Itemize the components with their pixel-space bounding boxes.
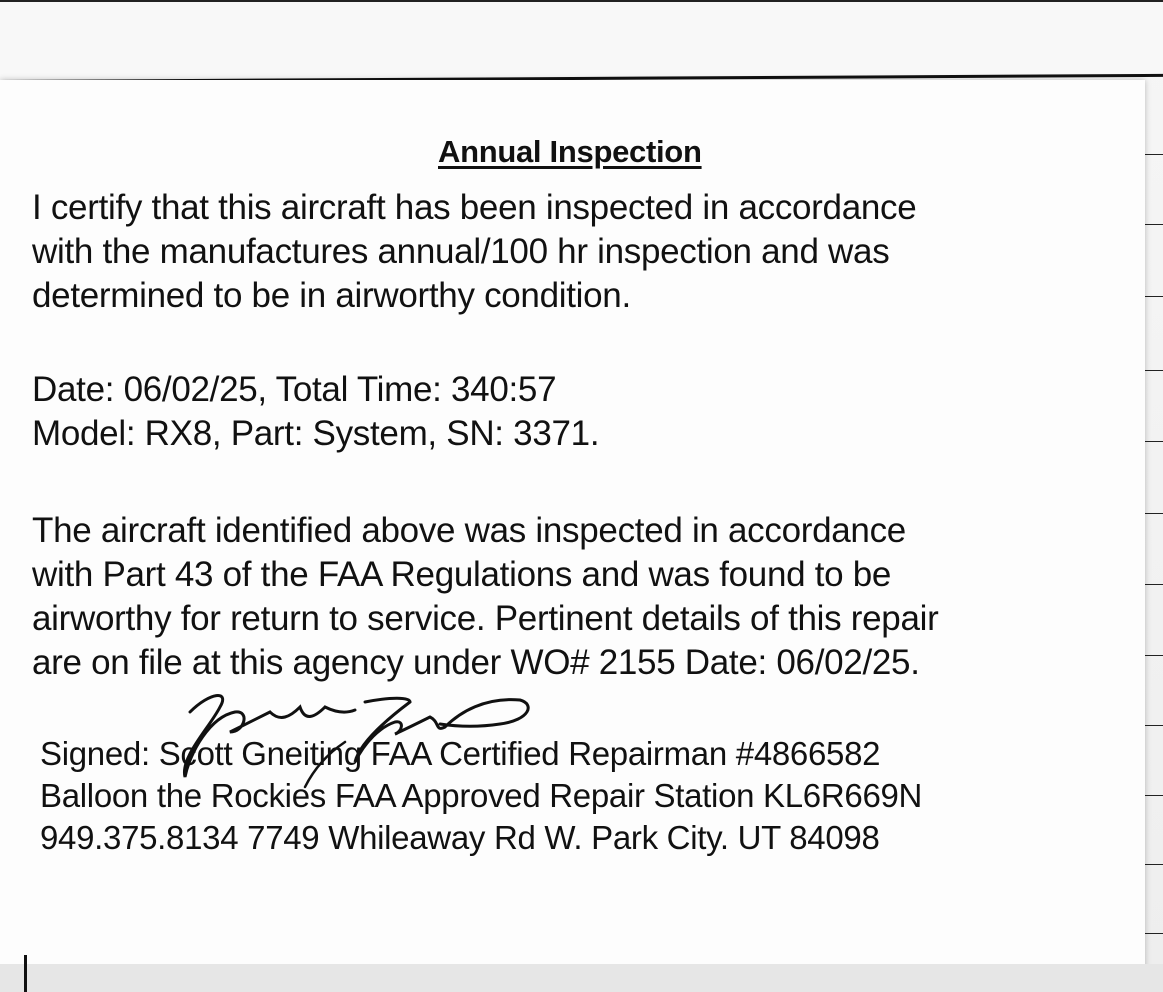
notebook-top-page [0,0,1163,83]
aircraft-details [32,368,1132,456]
document-title: Annual Inspection [438,134,702,169]
text-line: with the manufactures annual/100 hr inspection and was [32,232,890,271]
page-margin-line [24,955,27,992]
text-line: determined to be in airworthy condition. [32,276,631,315]
signed-by-line: Signed: Scott Gneiting FAA Certified Repairman #4866582 [40,735,881,772]
text-line: with Part 43 of the FAA Regulations and was found to be [32,555,892,594]
contact-address-line: 949.375.8134 7749 Whileaway Rd W. Park City. UT 84098 [40,819,880,856]
text-line: I certify that this aircraft has been inspected in accordance [32,188,917,227]
text-line: airworthy for return to service. Pertinent details of this repair [32,599,939,638]
certification-paragraph [32,186,1132,318]
repair-station-line: Balloon the Rockies FAA Approved Repair Station KL6R669N [40,777,923,814]
model-part-sn-line: Model: RX8, Part: System, SN: 3371. [32,414,600,453]
text-line: The aircraft identified above was inspected in accordance [32,511,906,550]
handwritten-signature [140,672,540,792]
text-line: are on file at this agency under WO# 2155 Date: 06/02/25. [32,643,920,682]
top-border [0,0,1163,12]
date-total-time-line: Date: 06/02/25, Total Time: 340:57 [32,370,557,409]
return-to-service-paragraph [32,509,1132,685]
bottom-page-strip [0,964,1163,992]
